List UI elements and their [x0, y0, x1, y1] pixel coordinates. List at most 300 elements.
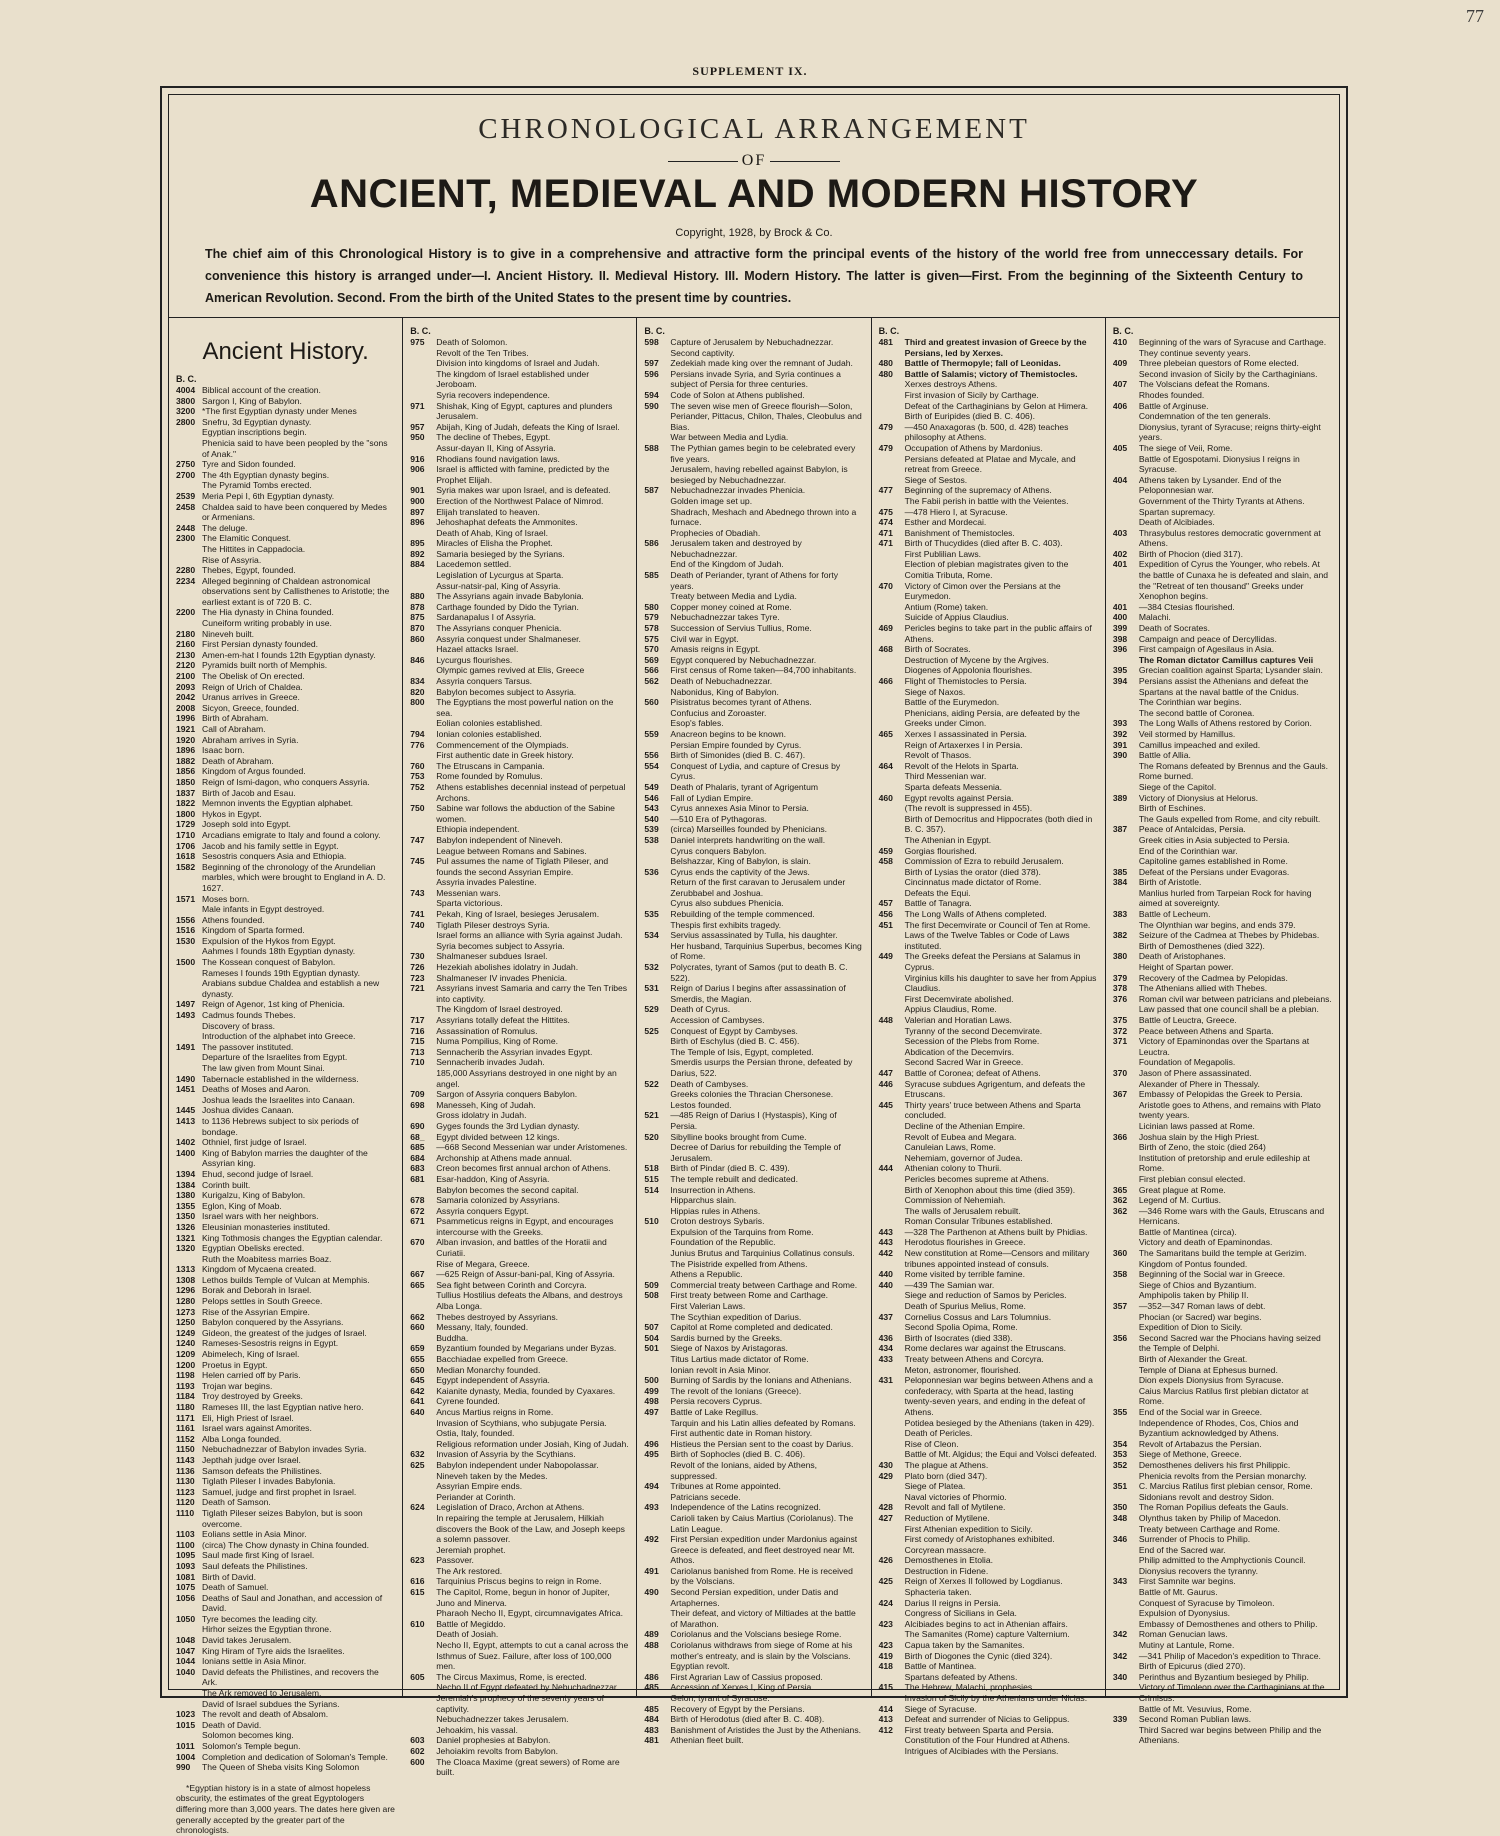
- entry-text: Valerian and Horatian Laws.: [904, 1015, 1012, 1025]
- entry-year: 431: [878, 1375, 893, 1386]
- entry-text: Recovery of the Cadmea by Pelopidas.: [1138, 972, 1288, 983]
- chronology-entry: [410, 1735, 629, 1746]
- entry-year: 1400: [176, 1147, 196, 1158]
- entry-year: [176, 1063, 202, 1074]
- chronology-entry: [1113, 994, 1332, 1005]
- chronology-column-4: [872, 318, 1106, 1756]
- entry-year: 1004: [176, 1751, 196, 1762]
- entry-year: 515: [644, 1173, 659, 1184]
- chronology-entry: [410, 1365, 629, 1376]
- entry-year: 895: [410, 538, 425, 549]
- entry-year: [1113, 761, 1139, 782]
- entry-year: [879, 1185, 905, 1196]
- entry-year: 396: [1112, 644, 1128, 655]
- chronology-entry: [644, 1693, 863, 1704]
- chronology-entry: [410, 1386, 629, 1397]
- chronology-entry: [644, 348, 863, 359]
- entry-year: [1113, 1259, 1139, 1270]
- entry-year: [410, 718, 436, 729]
- entry-text: Siege of Syracuse.: [904, 1703, 977, 1714]
- entry-text: Battle of the Eurymedon.: [904, 697, 1000, 708]
- chronology-entry: [176, 1614, 395, 1625]
- entry-year: [176, 946, 202, 957]
- entry-year: 641: [410, 1396, 425, 1407]
- entry-year: [1113, 422, 1139, 443]
- chronology-entry: [879, 1629, 1098, 1640]
- entry-text: Coriolanus and the Volscians besiege Rome.: [670, 1629, 842, 1640]
- chronology-entry: [879, 1746, 1098, 1757]
- chronology-entry: [410, 1322, 629, 1333]
- entry-text: Antium (Rome) taken.: [904, 601, 989, 612]
- chronology-entry: [879, 1333, 1098, 1344]
- chronology-entry: [1113, 623, 1332, 634]
- entry-year: 683: [410, 1163, 425, 1174]
- chronology-entry: [410, 962, 629, 973]
- entry-year: [644, 1365, 670, 1376]
- chronology-entry: [879, 379, 1098, 390]
- chronology-entry: [410, 983, 629, 1004]
- chronology-entry: [644, 369, 863, 390]
- chronology-entry: [176, 533, 395, 544]
- entry-text: Kingdom of Pontus founded.: [1138, 1258, 1248, 1269]
- entry-year: 410: [1112, 337, 1128, 347]
- entry-text: The passover instituted.: [202, 1041, 294, 1052]
- entry-year: 632: [410, 1449, 425, 1460]
- chronology-entry: [410, 676, 629, 687]
- chronology-entry: [879, 867, 1098, 878]
- chronology-entry: [879, 655, 1098, 666]
- chronology-entry: [176, 1285, 395, 1296]
- chronology-entry: [176, 766, 395, 777]
- entry-year: [644, 687, 670, 698]
- entry-text: Completion and dedication of Soloman's Temple.: [202, 1751, 388, 1762]
- chronology-entry: [410, 1418, 629, 1429]
- entry-text: Intrigues of Alcibiades with the Persians.: [904, 1745, 1059, 1756]
- chronology-entry: [176, 544, 395, 555]
- entry-text: Second Roman Publian laws.: [1138, 1714, 1252, 1725]
- entry-text: Esop's fables.: [670, 718, 724, 729]
- entry-year: 2280: [176, 565, 196, 576]
- entry-text: Pharaoh Necho II, Egypt, circumnavigates Africa.: [436, 1608, 623, 1619]
- chronology-entry: [644, 877, 863, 898]
- chronology-entry: [410, 1259, 629, 1270]
- chronology-entry: [410, 485, 629, 496]
- chronology-entry: [176, 1635, 395, 1646]
- entry-year: [879, 930, 905, 951]
- entry-year: 497: [644, 1406, 659, 1417]
- entry-text: Patricians secede.: [670, 1491, 741, 1502]
- chronology-entry: [644, 1629, 863, 1640]
- entry-year: 351: [1112, 1481, 1128, 1492]
- chronology-entry: [410, 634, 629, 645]
- entry-year: [1113, 962, 1139, 973]
- chronology-entry: [1113, 1100, 1332, 1121]
- entry-year: [644, 432, 670, 443]
- entry-year: 423: [878, 1618, 893, 1629]
- entry-year: [1113, 1227, 1139, 1238]
- chronology-entry: [879, 888, 1098, 899]
- chronology-entry: [644, 612, 863, 623]
- entry-text: The Pythian games begin to be celebrated every five years.: [670, 442, 856, 464]
- entry-text: The deluge.: [202, 522, 248, 533]
- entry-text: In repairing the temple at Jerusalem, Hilkiah discovers the Book of the Law, and Joseph keeps a solemn passover.: [436, 1512, 625, 1545]
- entry-year: [644, 559, 670, 570]
- entry-text: Rise of Cleon.: [904, 1438, 959, 1449]
- entry-year: [410, 1481, 436, 1492]
- chronology-entry: [879, 697, 1098, 708]
- entry-year: [176, 1699, 202, 1710]
- entry-text: Babylon independent of Nineveh.: [436, 834, 563, 845]
- entry-text: The Corinthian war begins.: [1138, 697, 1242, 708]
- entry-text: Eglon, King of Moab.: [202, 1200, 282, 1211]
- chronology-entry: [644, 1132, 863, 1143]
- entry-text: Sicyon, Greece, founded.: [202, 702, 299, 713]
- entry-text: Solomon becomes king.: [202, 1730, 294, 1741]
- entry-text: Reign of Artaxerxes I in Persia.: [904, 739, 1023, 750]
- entry-text: The plague at Athens.: [904, 1459, 989, 1470]
- entry-text: Conquest of Egypt by Cambyses.: [670, 1025, 798, 1036]
- entry-year: [410, 1640, 436, 1672]
- entry-text: Philip admitted to the Amphyctionis Council.: [1138, 1555, 1306, 1566]
- entry-text: Tabernacle established in the wilderness.: [202, 1073, 359, 1084]
- footnote: *Egyptian history is in a state of almost hopeless obscurity, the estimates of the great Egyptologers differing more than 3,000 years. The dates here given are generally accepted by the greater part of the chronologists.: [176, 1782, 395, 1836]
- chronology-entry: [644, 1185, 863, 1196]
- entry-year: 1143: [176, 1454, 195, 1465]
- section-title: Ancient History.: [202, 338, 369, 365]
- entry-year: 1200: [176, 1359, 196, 1370]
- entry-year: [1113, 1375, 1139, 1386]
- entry-year: 800: [410, 697, 425, 708]
- entry-text: Occupation of Athens by Mardonius.: [904, 442, 1043, 453]
- entry-text: Cyrus also subdues Phenicia.: [670, 898, 784, 909]
- entry-text: Manesseh, King of Judah.: [436, 1099, 536, 1110]
- chronology-entry: [879, 1185, 1098, 1196]
- chronology-entry: [879, 930, 1098, 951]
- entry-year: 521: [644, 1110, 659, 1121]
- entry-year: 1451: [176, 1084, 196, 1095]
- entry-text: Death of Phalaris, tyrant of Agrigentum: [670, 781, 819, 792]
- chronology-entry: [410, 729, 629, 740]
- entry-text: First Valerian Laws.: [670, 1301, 746, 1312]
- entry-year: 510: [644, 1216, 659, 1227]
- chronology-entry: [1113, 1418, 1332, 1439]
- entry-year: 404: [1112, 474, 1128, 485]
- entry-text: Greek cities in Asia subjected to Persia.: [1138, 834, 1290, 845]
- chronology-entry: [644, 485, 863, 496]
- entry-year: 354: [1112, 1438, 1128, 1449]
- entry-year: [879, 1629, 905, 1640]
- entry-text: Accession of Xerxes I, King of Persia.: [670, 1682, 814, 1693]
- entry-text: Malachi.: [1138, 612, 1171, 623]
- entry-text: The Samanites (Rome) capture Valternium.: [904, 1629, 1070, 1640]
- entry-text: Amen-em-hat I founds 12th Egyptian dynasty.: [202, 649, 376, 660]
- entry-text: Darius II reigns in Persia.: [904, 1597, 1001, 1608]
- chronology-entry: [644, 443, 863, 464]
- entry-text: King Tothmosis changes the Egyptian calendar.: [202, 1232, 383, 1243]
- chronology-entry: [1113, 1301, 1332, 1312]
- chronology-entry: [410, 644, 629, 655]
- entry-year: 380: [1112, 951, 1128, 962]
- entry-year: 569: [644, 654, 659, 665]
- entry-year: [410, 348, 436, 359]
- entry-text: First Decemvirate abolished.: [904, 993, 1014, 1004]
- entry-year: [879, 1142, 905, 1153]
- entry-year: 747: [410, 834, 425, 845]
- entry-text: The second battle of Coronea.: [1138, 707, 1255, 718]
- entry-year: 1490: [176, 1073, 196, 1084]
- chronology-entry: [1113, 1640, 1332, 1651]
- entry-text: Sesostris conquers Asia and Ethiopia.: [202, 851, 347, 862]
- entry-year: 480: [878, 358, 893, 369]
- entry-year: 488: [644, 1640, 659, 1651]
- entry-text: The walls of Jerusalem rebuilt.: [904, 1205, 1021, 1216]
- entry-text: (circa) Marseilles founded by Phenicians.: [670, 824, 828, 835]
- entry-text: Death of Pericles.: [904, 1428, 973, 1439]
- entry-year: 342: [1112, 1650, 1128, 1661]
- entry-text: Veil stormed by Hamillus.: [1138, 728, 1236, 739]
- chronology-entry: [644, 570, 863, 591]
- entry-year: 387: [1112, 824, 1128, 835]
- chronology-entry: [1113, 930, 1332, 941]
- chronology-entry: [644, 708, 863, 719]
- entry-text: Birth of Pindar (died B. C. 439).: [670, 1163, 790, 1174]
- entry-text: Expulsion of Dyonysius.: [1138, 1608, 1231, 1619]
- entry-year: [1113, 708, 1139, 719]
- entry-year: 4004: [176, 385, 196, 395]
- chronology-entry: [879, 1312, 1098, 1323]
- chronology-entry: [176, 841, 395, 852]
- chronology-entry: [176, 1233, 395, 1244]
- chronology-entry: [1113, 1089, 1332, 1100]
- entry-text: Demosthenes in Etolia.: [904, 1555, 993, 1566]
- entry-year: [644, 718, 670, 729]
- chronology-entry: [1113, 1015, 1332, 1026]
- chronology-entry: [1113, 1460, 1332, 1471]
- chronology-entry: [879, 1365, 1098, 1376]
- entry-year: 451: [878, 919, 893, 930]
- entry-text: Dionysius, tyrant of Syracuse; reigns thirty-eight years.: [1138, 421, 1321, 443]
- chronology-entry: [644, 1163, 863, 1174]
- chronology-entry: [1113, 1439, 1332, 1450]
- entry-year: 365: [1112, 1184, 1128, 1195]
- chronology-entry: [1113, 422, 1332, 443]
- entry-text: Commission of Nehemiah.: [904, 1195, 1006, 1206]
- entry-year: [879, 401, 905, 412]
- chronology-entry: [410, 1746, 629, 1757]
- entry-text: Birth of David.: [202, 1571, 256, 1582]
- chronology-entry: [879, 1004, 1098, 1015]
- entry-text: First Persian dynasty founded.: [202, 639, 319, 650]
- entry-text: Capitol at Rome completed and dedicated.: [670, 1322, 833, 1333]
- entry-year: 610: [410, 1618, 425, 1629]
- chronology-entry: [1113, 1534, 1332, 1545]
- entry-year: 520: [644, 1131, 659, 1142]
- title-line-1: CHRONOLOGICAL ARRANGEMENT: [478, 113, 1030, 145]
- entry-year: 2800: [176, 416, 196, 427]
- entry-text: Birth of Abraham.: [202, 713, 269, 724]
- entry-text: Polycrates, tyrant of Samos (put to death B. C. 522).: [670, 962, 848, 983]
- entry-text: Reign of Ismi-dagon, who conquers Assyria.: [202, 776, 370, 787]
- entry-year: [410, 1333, 436, 1344]
- entry-text: Syria becomes subject to Assyria.: [436, 940, 565, 951]
- entry-text: Saul defeats the Philistines.: [202, 1560, 308, 1571]
- entry-text: Gelon, tyrant of Syracuse.: [670, 1693, 770, 1703]
- chronology-entry: [644, 1513, 863, 1534]
- entry-text: Conquest of Syracuse by Timoleon.: [1138, 1597, 1275, 1608]
- entry-text: Rise of the Assyrian Empire.: [202, 1306, 310, 1317]
- entry-year: 602: [410, 1745, 425, 1756]
- entry-text: The Temple of Isis, Egypt, completed.: [670, 1046, 814, 1057]
- entry-year: 459: [878, 845, 893, 856]
- entry-text: Revolt of Eubea and Megara.: [904, 1131, 1017, 1142]
- entry-text: Athens establishes decennial instead of perpetual Archons.: [436, 781, 626, 803]
- chronology-entry: [644, 803, 863, 814]
- chronology-entry: [1113, 1566, 1332, 1577]
- entry-year: 1209: [176, 1349, 196, 1360]
- entry-year: [879, 1195, 905, 1206]
- entry-text: Athens founded.: [202, 914, 265, 925]
- chronology-entry: [410, 358, 629, 369]
- entry-year: [1113, 814, 1139, 825]
- chronology-entry: [1113, 401, 1332, 412]
- entry-text: Syria makes war upon Israel, and is defeated.: [436, 485, 611, 496]
- entry-text: The revolt and death of Absalom.: [202, 1709, 329, 1720]
- entry-text: Election of plebian magistrates given to the Comitia Tributa, Rome.: [904, 559, 1069, 581]
- entry-text: Shalmaneser IV invades Phenicia.: [436, 972, 568, 983]
- chronology-entry: [410, 390, 629, 401]
- entry-text: Egypt divided between 12 kings.: [436, 1131, 560, 1142]
- entry-text: First Persian expedition under Mardonius against Greece is defeated, and fleet destroyed near Mt. Athos.: [670, 1534, 858, 1566]
- entry-year: 376: [1112, 993, 1128, 1004]
- entry-text: Birth of Isocrates (died 338).: [904, 1332, 1013, 1343]
- chronology-entry: [879, 729, 1098, 740]
- entry-year: [879, 1481, 905, 1492]
- entry-text: Death of Cambyses.: [670, 1078, 749, 1089]
- entry-text: The Circus Maximus, Rome, is erected.: [436, 1671, 587, 1682]
- entry-year: [879, 1746, 905, 1757]
- entry-text: Othniel, first judge of Israel.: [202, 1137, 307, 1148]
- entry-year: 1161: [176, 1423, 195, 1434]
- entry-text: Israel wars with her neighbors.: [202, 1211, 319, 1222]
- chronology-entry: [644, 1047, 863, 1058]
- entry-year: [1113, 1566, 1139, 1577]
- entry-text: Sardanapalus I of Assyria.: [436, 612, 537, 623]
- chronology-entry: [879, 782, 1098, 793]
- entry-year: 477: [878, 485, 893, 496]
- chronology-entry: [410, 369, 629, 390]
- entry-year: [879, 1608, 905, 1619]
- chronology-entry: [879, 1163, 1098, 1174]
- chronology-entry: [644, 1704, 863, 1715]
- entry-year: 640: [410, 1406, 425, 1417]
- entry-text: —625 Reign of Assur-bani-pal, King of Assyria.: [436, 1269, 615, 1280]
- entry-year: 1413: [176, 1115, 196, 1126]
- entry-year: [1113, 846, 1139, 857]
- chronology-entry: [410, 1174, 629, 1185]
- chronology-entry: [879, 1354, 1098, 1365]
- entry-year: 671: [410, 1216, 425, 1227]
- chronology-entry: [644, 718, 863, 729]
- entry-year: [1113, 1682, 1139, 1703]
- chronology-entry: [410, 1036, 629, 1047]
- entry-year: [879, 697, 905, 708]
- entry-text: Second Sacred war the Phocians having seized the Temple of Delphi.: [1138, 1332, 1321, 1354]
- entry-text: Second Spolia Opima, Rome.: [904, 1322, 1018, 1333]
- entry-text: Birth of Euripides (died B. C. 406).: [904, 411, 1036, 422]
- chronology-entry: [410, 1513, 629, 1545]
- chronology-column-3: [637, 318, 871, 1746]
- entry-year: [1113, 1640, 1139, 1651]
- chronology-entry: [176, 925, 395, 936]
- entry-text: Deaths of Moses and Aaron.: [202, 1084, 311, 1095]
- entry-year: 440: [878, 1269, 893, 1280]
- entry-year: 343: [1112, 1576, 1128, 1587]
- entry-text: Third and greatest invasion of Greece by the Persians, led by Xerxes.: [904, 337, 1087, 358]
- entry-text: The Cloaca Maxime (great sewers) of Rome are built.: [436, 1756, 620, 1778]
- chronology-entry: [1113, 1237, 1332, 1248]
- entry-text: Thrasybulus restores democratic government at Athens.: [1138, 527, 1321, 549]
- entry-text: Passover.: [436, 1555, 474, 1566]
- entry-year: [879, 1524, 905, 1535]
- entry-text: —341 Philip of Macedon's expedition to Thrace.: [1138, 1650, 1321, 1661]
- chronology-entry: [176, 946, 395, 957]
- header: [169, 95, 1339, 239]
- entry-year: 546: [644, 792, 659, 803]
- chronology-column-5: [1106, 318, 1339, 1746]
- entry-year: 402: [1112, 548, 1128, 559]
- entry-year: 383: [1112, 909, 1128, 920]
- entry-text: Abimelech, King of Israel.: [202, 1349, 300, 1360]
- entry-text: War between Media and Lydia.: [670, 432, 789, 443]
- entry-text: Decree of Darius for rebuilding the Temple of Jerusalem.: [670, 1142, 841, 1163]
- entry-text: Reign of Xerxes II followed by Logdianus.: [904, 1576, 1063, 1587]
- entry-year: [1113, 1142, 1139, 1153]
- chronology-entry: [644, 337, 863, 348]
- entry-text: The decline of Thebes, Egypt.: [436, 432, 551, 443]
- entry-year: 360: [1112, 1248, 1128, 1259]
- chronology-entry: [1113, 1682, 1332, 1703]
- entry-year: [644, 1354, 670, 1365]
- entry-text: Jerusalem, having rebelled against Babylon, is besieged by Nebuchadnezzar.: [670, 464, 848, 485]
- entry-text: Babylon becomes subject to Assyria.: [436, 686, 577, 697]
- entry-text: Alban invasion, and battles of the Horatii and Curiatii.: [436, 1237, 607, 1259]
- entry-text: Battle of Allia.: [1138, 750, 1191, 761]
- entry-text: Eli, High Priest of Israel.: [202, 1412, 294, 1423]
- entry-year: 465: [878, 728, 893, 739]
- chronology-entry: [1113, 1714, 1332, 1725]
- entry-year: 1582: [176, 861, 196, 872]
- entry-text: Departure of the Israelites from Egypt.: [202, 1052, 348, 1063]
- entry-text: Pekah, King of Israel, besieges Jerusalem.: [436, 909, 600, 920]
- entry-year: [879, 1449, 905, 1460]
- chronology-entry: [410, 1492, 629, 1503]
- chart-frame: [160, 86, 1348, 1836]
- chronology-entry: [1113, 1290, 1332, 1301]
- entry-year: [410, 1439, 436, 1450]
- chronology-entry: [176, 1275, 395, 1286]
- chronology-entry: [879, 1682, 1098, 1693]
- entry-year: 600: [410, 1756, 425, 1767]
- chronology-entry: [879, 1142, 1098, 1153]
- entry-year: 560: [644, 697, 659, 708]
- entry-year: 717: [410, 1015, 425, 1025]
- entry-year: 1150: [176, 1444, 195, 1455]
- chronology-entry: [644, 740, 863, 751]
- entry-year: [644, 348, 670, 359]
- chronology-entry: [410, 1608, 629, 1619]
- entry-year: [644, 920, 670, 931]
- entry-year: [644, 496, 670, 507]
